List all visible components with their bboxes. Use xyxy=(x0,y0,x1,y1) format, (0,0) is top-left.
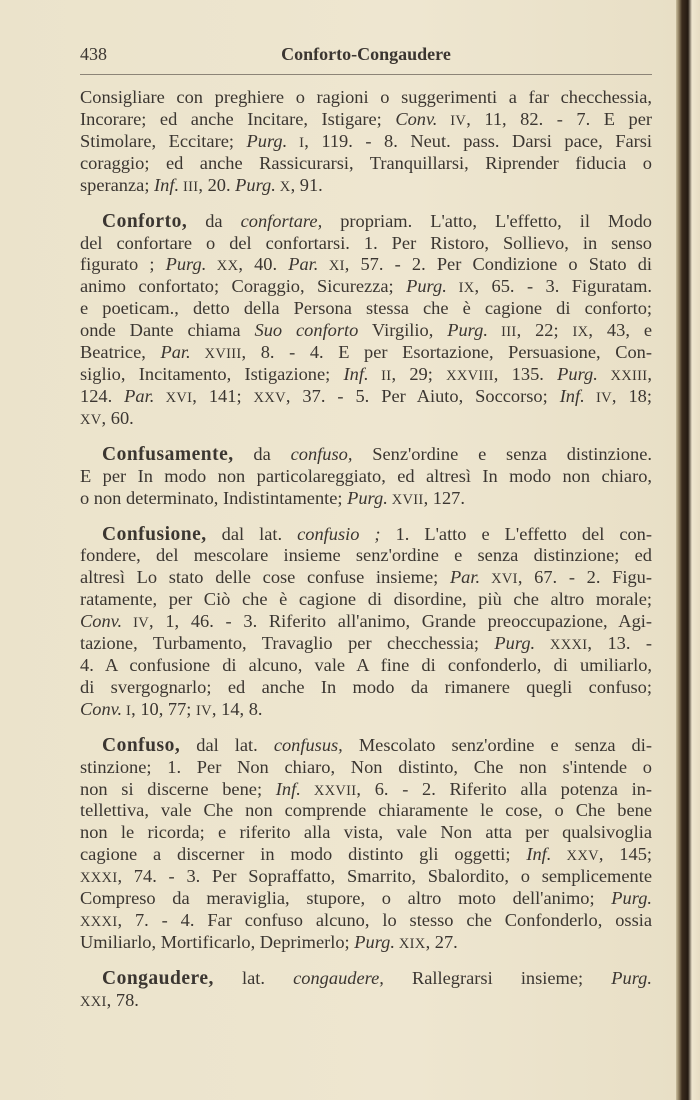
roman-numeral: XVI xyxy=(480,571,518,588)
text: onde Dante chiama xyxy=(80,320,255,341)
text: , 67. - 2. Figu- xyxy=(517,567,653,588)
page-number: 438 xyxy=(80,44,107,64)
text: , 13. - xyxy=(587,633,653,654)
roman-numeral: XXVIII xyxy=(446,367,494,384)
text: Mescolato senz'ordine e senza di- xyxy=(342,734,652,755)
text: dal lat. xyxy=(180,734,274,755)
italic-text: Inf. xyxy=(526,844,552,865)
text: , 127. xyxy=(423,487,465,508)
text-line xyxy=(80,298,652,320)
roman-numeral: II xyxy=(368,367,392,384)
italic-text: Purg. xyxy=(165,254,207,275)
text: dal lat. xyxy=(206,523,298,544)
text-line xyxy=(80,699,652,721)
text: tellettiva, vale Che non comprende chiaramente le cose, o Che bene xyxy=(80,800,652,821)
italic-text: Conv. xyxy=(80,611,123,632)
italic-text: Inf. xyxy=(559,385,585,406)
roman-numeral: XX xyxy=(206,258,239,275)
text-line xyxy=(80,633,652,655)
italic-text: Conv. xyxy=(395,108,438,129)
italic-text: Purg. xyxy=(354,931,395,952)
italic-text: Inf. xyxy=(343,363,369,384)
text: propriam. L'atto, L'effetto, il Modo xyxy=(322,210,652,231)
italic-text: Purg. xyxy=(611,888,652,909)
roman-numeral: III xyxy=(487,324,517,341)
text: , 91. xyxy=(290,174,323,195)
roman-numeral: XXXI xyxy=(535,637,588,654)
text-line xyxy=(80,910,652,932)
text: , 7. - 4. Far confuso alcuno, lo stesso che Confonderlo, ossia xyxy=(117,909,652,930)
roman-numeral: IV xyxy=(584,389,612,406)
text-line xyxy=(80,408,652,430)
text-line xyxy=(80,822,652,844)
text-line xyxy=(80,444,652,466)
roman-numeral: XXXI xyxy=(80,870,118,887)
text-line xyxy=(80,757,652,779)
text: , 60. xyxy=(101,407,134,428)
roman-numeral: XVII xyxy=(387,491,424,508)
italic-text: confusio ; xyxy=(297,523,381,544)
book-spine-edge xyxy=(676,0,700,1100)
text: animo confortato; Coraggio, Sicurezza; xyxy=(80,276,407,297)
italic-text: Purg. xyxy=(235,174,276,195)
text-line xyxy=(80,866,652,888)
text: non le ricorda; e riferito alla vista, vale Non atta per qualsivoglia xyxy=(80,822,652,843)
italic-text: Purg. xyxy=(447,320,488,341)
italic-text: Conv. xyxy=(80,698,123,719)
text: o non determinato, Indistintamente; xyxy=(80,487,348,508)
text-line xyxy=(80,567,652,589)
roman-numeral: XXI xyxy=(80,993,107,1010)
text-line xyxy=(80,545,652,567)
text-line xyxy=(80,131,652,153)
headword: Confuso, xyxy=(102,734,181,756)
text-line xyxy=(80,254,652,276)
text-line xyxy=(80,364,652,386)
italic-text: congaudere, xyxy=(293,967,384,988)
text-line xyxy=(80,611,652,633)
text: ratamente, per Ciò che è cagione di disordine, più che altro morale; xyxy=(80,589,652,610)
headword: Conforto, xyxy=(102,210,188,232)
dictionary-entry xyxy=(80,211,652,430)
text: da xyxy=(233,443,291,464)
dictionary-entry xyxy=(80,735,652,954)
roman-numeral: III xyxy=(179,178,199,195)
text: , 135. xyxy=(493,363,558,384)
text: , 37. - 5. Per Aiuto, Soccorso; xyxy=(285,385,560,406)
dictionary-entry xyxy=(80,444,652,510)
text: coraggio; ed anche Rassicurarsi, Tranquillarsi, Riprender fiducia o xyxy=(80,152,652,173)
text-line xyxy=(80,589,652,611)
text: siglio, Incitamento, Istigazione; xyxy=(80,363,344,384)
text: Rallegrarsi insieme; xyxy=(383,967,612,988)
text: , 8. - 4. E per Esortazione, Persuasione, Con- xyxy=(241,341,652,362)
italic-text: confusus, xyxy=(273,734,343,755)
italic-text: Purg. xyxy=(611,967,652,988)
italic-text: confortare, xyxy=(240,210,323,231)
roman-numeral: I xyxy=(122,702,132,719)
text: , 145; xyxy=(598,844,652,865)
text: , 119. - 8. Neut. pass. Darsi pace, Farsi xyxy=(304,130,653,151)
headword: Confusamente, xyxy=(102,443,234,465)
italic-text: confuso, xyxy=(290,443,353,464)
headword: Confusione, xyxy=(102,523,207,545)
italic-text: Purg. xyxy=(406,276,447,297)
text-line xyxy=(80,233,652,255)
text-line xyxy=(80,677,652,699)
text: stinzione; 1. Per Non chiaro, Non distinto, Che non s'intende o xyxy=(80,756,652,777)
italic-text: Par. xyxy=(449,567,481,588)
text: , 6. - 2. Riferito alla potenza in- xyxy=(356,778,652,799)
text: , 20. xyxy=(198,174,236,195)
text: altresì Lo stato delle cose confuse insieme; xyxy=(80,567,450,588)
entry-continuation xyxy=(80,87,652,196)
text: cagione a discerner in modo distinto gli oggetti; xyxy=(80,844,527,865)
roman-numeral: XVI xyxy=(154,389,193,406)
roman-numeral: IV xyxy=(122,615,150,632)
text-line xyxy=(80,524,652,546)
text-line xyxy=(80,87,652,109)
italic-text: Par. xyxy=(160,341,191,362)
italic-text: Par. xyxy=(124,385,155,406)
text-line xyxy=(80,779,652,801)
text: Stimolare, Eccitare; xyxy=(80,130,247,151)
text-line xyxy=(80,968,652,990)
roman-numeral: IV xyxy=(196,702,212,719)
text-line xyxy=(80,990,652,1012)
text-line xyxy=(80,320,652,342)
roman-numeral: IX xyxy=(446,280,475,297)
text-line xyxy=(80,844,652,866)
text: Beatrice, xyxy=(80,341,161,362)
text: , 10, 77; xyxy=(131,698,197,719)
header-rule xyxy=(80,74,652,75)
text: da xyxy=(187,210,241,231)
text: figurato ; xyxy=(80,254,166,275)
text: fondere, del mescolare insieme senz'ordine e senza distinzione; ed xyxy=(80,545,652,566)
text: E per In modo non particolareggiato, ed altresì In modo non chiaro, xyxy=(80,465,652,486)
dictionary-entry xyxy=(80,524,652,721)
text-line xyxy=(80,276,652,298)
italic-text: Purg. xyxy=(557,363,598,384)
italic-text: Purg. xyxy=(246,130,288,151)
text: Incorare; ed anche Incitare, Istigare; xyxy=(80,108,396,129)
text: , 14, 8. xyxy=(211,698,263,719)
text: , 11, 82. - 7. E per xyxy=(466,108,652,129)
text: tazione, Turbamento, Travaglio per checchessia; xyxy=(80,633,495,654)
roman-numeral: XXV xyxy=(551,848,599,865)
roman-numeral: XVIII xyxy=(190,345,242,362)
text: , 29; xyxy=(391,363,447,384)
text: , 40. xyxy=(238,254,289,275)
headword: Congaudere, xyxy=(102,967,214,989)
text: Consigliare con preghiere o ragioni o suggerimenti a far checchessia, xyxy=(80,87,652,107)
text-line xyxy=(80,109,652,131)
roman-numeral: XXXI xyxy=(80,913,118,930)
text: non si discerne bene; xyxy=(80,778,276,799)
text: speranza; xyxy=(80,174,155,195)
text: , 57. - 2. Per Condizione o Stato di xyxy=(344,254,652,275)
text-line xyxy=(80,735,652,757)
text: , xyxy=(647,363,652,384)
text: , 27. xyxy=(425,931,458,952)
roman-numeral: XXIII xyxy=(597,367,648,384)
roman-numeral: XXV xyxy=(253,389,286,406)
roman-numeral: XIX xyxy=(394,935,426,952)
roman-numeral: X xyxy=(275,178,291,195)
roman-numeral: XI xyxy=(318,258,345,275)
text-line xyxy=(80,175,652,197)
text: Senz'ordine e senza distinzione. xyxy=(352,443,652,464)
italic-text: Inf. xyxy=(275,778,301,799)
text: , 65. - 3. Figuratam. xyxy=(474,276,652,297)
text: , 141; xyxy=(192,385,254,406)
text: del confortare o del confortarsi. 1. Per Ristoro, Sollievo, in senso xyxy=(80,232,652,253)
text: Virgilio, xyxy=(358,320,448,341)
text-line xyxy=(80,932,652,954)
text: , 78. xyxy=(106,989,139,1010)
roman-numeral: IX xyxy=(572,324,589,341)
page-title: Conforto-Congaudere xyxy=(281,44,451,64)
text-line xyxy=(80,153,652,175)
text: 1. L'atto e L'effetto del con- xyxy=(380,523,652,544)
italic-text: Purg. xyxy=(347,487,388,508)
roman-numeral: I xyxy=(287,134,305,151)
text: , 74. - 3. Per Sopraffatto, Smarrito, Sbalordito, o semplicemente xyxy=(117,866,652,887)
text-line xyxy=(80,342,652,364)
dictionary-entry xyxy=(80,968,652,1012)
italic-text: Par. xyxy=(288,254,319,275)
text-line xyxy=(80,655,652,677)
text: , 18; xyxy=(611,385,652,406)
text: 4. A confusione di alcuno, vale A fine di confonderlo, di umiliarlo, xyxy=(80,654,652,675)
dictionary-entries xyxy=(80,87,652,1026)
text: Compreso da meraviglia, stupore, o altro moto dell'animo; xyxy=(80,888,612,909)
text: 124. xyxy=(80,385,125,406)
roman-numeral: XXVII xyxy=(300,782,357,799)
text: lat. xyxy=(213,967,294,988)
text-line xyxy=(80,488,652,510)
roman-numeral: IV xyxy=(437,112,467,129)
italic-text: Inf. xyxy=(154,174,180,195)
text: Umiliarlo, Mortificarlo, Deprimerlo; xyxy=(80,931,355,952)
text-line xyxy=(80,466,652,488)
text: , 22; xyxy=(516,320,573,341)
text-line xyxy=(80,386,652,408)
running-header xyxy=(80,44,652,68)
text: , 43, e xyxy=(588,320,652,341)
italic-text: Purg. xyxy=(494,633,536,654)
text: , 1, 46. - 3. Riferito all'animo, Grande preoccupazione, Agi- xyxy=(149,611,653,632)
text-line xyxy=(80,888,652,910)
text-line xyxy=(80,211,652,233)
text-line xyxy=(80,800,652,822)
text: e poeticam., detto della Persona stessa che è cagione di conforto; xyxy=(80,298,652,319)
italic-text: Suo conforto xyxy=(254,320,359,341)
roman-numeral: XV xyxy=(80,411,102,428)
text: di svergognarlo; ed anche In modo da rimanere quegli confuso; xyxy=(80,676,652,697)
